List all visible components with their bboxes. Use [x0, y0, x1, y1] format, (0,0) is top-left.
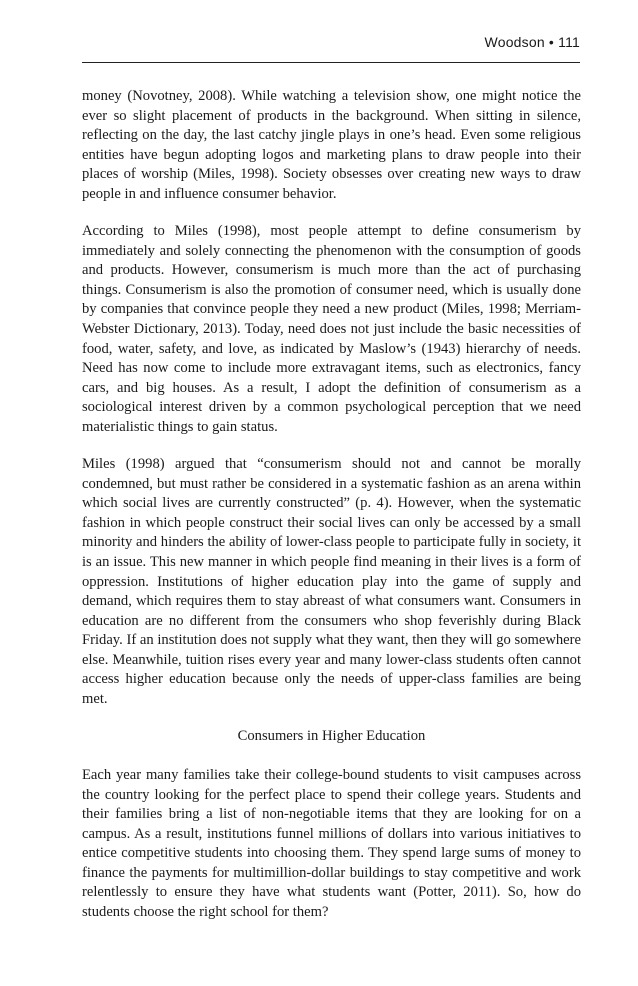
paragraph-1: money (Novotney, 2008). While watching a television show, one might notice the ever so slight placement of products in the background. When sitting in silence, reflecting on the day, the last catchy jingle plays in one’s head. Even some religious entities have begun adopting logos and marketing plans to draw people into their places of worship (Miles, 1998). Society obsesses over creating new ways to draw people in and influence consumer behavior. [82, 88, 581, 202]
page-body [82, 87, 581, 940]
header-rule [82, 62, 580, 63]
paragraph-2: According to Miles (1998), most people attempt to define consumerism by immediately and solely connecting the phenomenon with the consumption of goods and products. However, consumerism is much more than the act of purchasing things. Consumerism is also the promotion of consumer need, which is usually done by companies that convince people they need a new product (Miles, 1998; Merriam-Webster Dictionary, 2013). Today, need does not just include the basic necessities of food, water, safety, and love, as indicated by Maslow’s (1943) hierarchy of needs. Need has now come to include more extravagant items, such as electronics, fancy cars, and big houses. As a result, I adopt the definition of consumerism as a sociological interest driven by a common psychological perception that we need materialistic things to gain status. [82, 223, 581, 435]
paragraph-4: Each year many families take their college-bound students to visit campuses across the country looking for the perfect place to spend their college years. Students and their families bring a list of non-negotiable items that they are looking for on a campus. As a result, institutions funnel millions of dollars into various initiatives to entice competitive students into choosing them. They spend large sums of money to finance the payments for multimillion-dollar buildings to stay competitive and work relentlessly to ensure they have what students want (Potter, 2011). So, how do students choose the right school for them? [82, 766, 581, 920]
section-heading: Consumers in Higher Education [237, 728, 426, 745]
paragraph-3: Miles (1998) argued that “consumerism should not and cannot be morally condemned, but must rather be considered in a systematic fashion as an arena within which social lives are currently constructed” (p. 4). However, when the systematic fashion in which people construct their social lives can only be accessed by a small minority and hinders the ability of lower-class people to participate fully in society, it is an issue. This new manner in which people find meaning in their lives is a form of oppression. Institutions of higher education play into the game of supply and demand, which requires them to stay abreast of what consumers want. Consumers in education are no different from the consumers who shop feverishly during Black Friday. If an institution does not supply what they want, then they will go somewhere else. Meanwhile, tuition rises every year and many lower-class students often cannot access higher education because only the needs of upper-class families are being met. [82, 456, 581, 707]
running-head: Woodson • 111 [484, 34, 580, 50]
